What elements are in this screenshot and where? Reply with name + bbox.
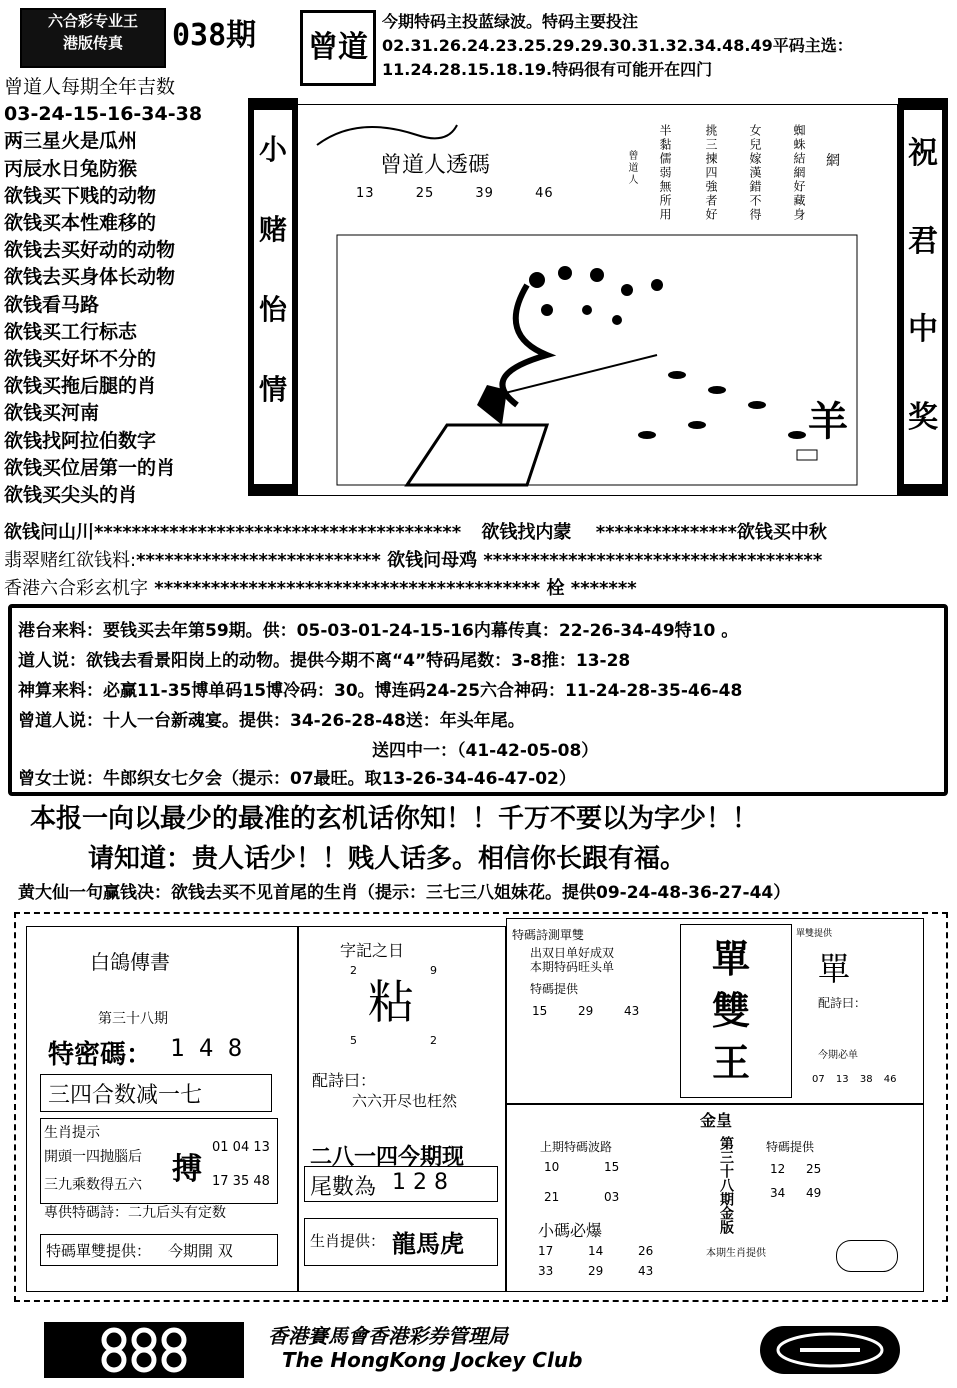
right-poem-label: 配詩曰： (818, 996, 867, 1010)
panel-c-line: 本期特码旺头单 (530, 960, 615, 974)
scroll-char: 情 (258, 373, 287, 406)
logo: 曾道 (300, 10, 376, 86)
panel-d-num: 21 (544, 1190, 560, 1204)
clue-line-3 (4, 574, 637, 600)
top-note: 今期特码主投蓝绿波。特码主要投注02.31.26.24.23.25.29.29.30.31.32.34.48.49平码主选：11.24.28.15.18.19.特码很有可能开在四门 (382, 12, 853, 79)
panel-d-num: 43 (638, 1264, 654, 1278)
panel-d-num: 17 (538, 1244, 554, 1258)
danshuang-value: 今期開 双 (168, 1242, 233, 1260)
scroll-char: 奖 (908, 400, 938, 435)
panel-d-ltitle: 上期特碼波路 (540, 1140, 613, 1154)
stars: ******* (570, 578, 637, 599)
badge-line2: 港版传真 (62, 34, 123, 52)
panel-d-num: 03 (604, 1190, 620, 1204)
info-row: 港台来料：要钱买去年第59期。供：05-03-01-24-15-16内幕传真：22-26-34-49特10 。 (18, 621, 739, 641)
jockey-club-logo (760, 1326, 900, 1374)
list-item: 欲钱去买身体长动物 (4, 266, 176, 289)
list-item: 欲钱找阿拉伯数字 (4, 429, 157, 452)
big-char: 王 (712, 1040, 751, 1085)
stars: ************************************ (483, 550, 823, 571)
scroll-char: 赌 (258, 213, 287, 246)
clue-text: 栓 (546, 578, 565, 599)
poem-author: 曾道人 (626, 150, 637, 186)
panel-c-line: 出双日单好成双 (530, 946, 615, 960)
panel-d-num: 12 (770, 1162, 786, 1176)
big-char: 雙 (712, 988, 751, 1033)
list-item: 丙辰水日兔防猴 (4, 157, 138, 180)
left-column (4, 74, 244, 509)
panel-c-line: 特碼提供 (530, 982, 579, 996)
panel-b-num: 9 (430, 964, 437, 977)
panel-b-num: 5 (350, 1034, 357, 1047)
right-num: 13 (835, 1074, 849, 1085)
panel-d-mid: 第三十八期金版 (718, 1136, 734, 1234)
shengxiao-label: 生肖提供： (310, 1232, 386, 1250)
list-item: 03-24-15-16-34-38 (4, 103, 203, 126)
poem-label: 配詩曰： (312, 1071, 377, 1090)
slogan-2: 请知道：贵人话少！！贱人话多。相信你长跟有福。 (88, 844, 687, 874)
lottery-logo-left (44, 1322, 244, 1378)
list-item: 两三星火是瓜州 (4, 130, 138, 153)
panel-b-line1: 二八一四今期现 (310, 1144, 465, 1170)
list-item: 欲钱买本性难移的 (4, 212, 157, 235)
list-item: 欲钱看马路 (4, 293, 100, 316)
animal-char: 羊 (808, 399, 848, 445)
danshuang-label: 特碼單雙提供： (46, 1242, 152, 1260)
poem-column: 挑三揀四強者好 (704, 124, 718, 222)
scroll-char: 小 (258, 133, 287, 166)
pic-number: 13 (356, 186, 375, 201)
panel-b-title: 字記之日 (340, 941, 405, 960)
seal-icon (836, 1240, 898, 1272)
panel-a-line2: 三四合数减一七 (48, 1083, 203, 1108)
header-badge (20, 8, 166, 68)
panel-c-num: 43 (624, 1004, 640, 1018)
info-row: 神算来料：必赢11-35博单码15博冷码：30。博连码24-25六合神码：11-24-28-35-46-48 (18, 681, 743, 701)
panel-d-num: 25 (806, 1162, 822, 1176)
list-item: 欲钱买位居第一的肖 (4, 456, 176, 479)
nums-line: 17 35 48 (212, 1174, 270, 1189)
picture-title: 曾道人透碼 (380, 153, 491, 178)
list-item: 欲钱去买好动的动物 (4, 239, 176, 262)
panel-d-num: 29 (588, 1264, 604, 1278)
footer-cn: 香港賽馬會香港彩券管理局 (268, 1324, 508, 1348)
right-poem: 今期必单 (818, 1050, 858, 1061)
info-row: 道人说：欲钱去看景阳岗上的动物。提供今期不离“4”特码尾数：3-8推：13-28 (18, 651, 631, 671)
tema-label: 特密碼： (48, 1040, 153, 1070)
panel-d-small-title: 小碼必爆 (538, 1221, 603, 1240)
list-item: 欲钱买下贱的动物 (4, 184, 157, 207)
right-nums (812, 1074, 897, 1085)
stars: ************************** (136, 550, 381, 571)
panel-d-num: 49 (806, 1186, 822, 1200)
poem-line: 專供特碼詩：二九后头有定数 (44, 1205, 226, 1221)
big-char: 單 (712, 936, 751, 981)
panel-d-num: 33 (538, 1264, 554, 1278)
list-item: 欲钱买工行标志 (4, 320, 138, 343)
scroll-char: 祝 (908, 136, 938, 171)
panel-d-num: 15 (604, 1160, 620, 1174)
right-num: 38 (859, 1074, 873, 1085)
panel-b-num: 2 (350, 964, 357, 977)
right-char: 單 (818, 950, 851, 988)
right-num: 07 (812, 1074, 825, 1085)
info-row: 曾女士说：牛郎织女七夕会（提示：07最旺。取13-26-34-46-47-02） (18, 769, 576, 789)
clue-text: 欲钱找内蒙 (481, 522, 572, 543)
panel-d-rtitle: 特碼提供 (766, 1140, 815, 1154)
badge-line1: 六合彩专业王 (47, 12, 138, 30)
bo-char: 搏 (172, 1152, 202, 1187)
clue-text: 翡翠赌红欲钱料: (4, 550, 137, 571)
right-num: 46 (883, 1074, 897, 1085)
scroll-char: 怡 (258, 293, 287, 326)
list-item: 欲钱买拖后腿的肖 (4, 375, 157, 398)
tail-value: 1 2 8 (392, 1170, 448, 1195)
pic-number: 25 (415, 186, 435, 201)
panel-d-num: 26 (638, 1244, 654, 1258)
stars: *************************************** (94, 522, 462, 543)
clue-text: 欲钱问山川 (4, 522, 94, 543)
stars: ***************************************** (154, 578, 541, 599)
poem-column: 半黏儒弱無所用 (658, 124, 672, 222)
tema-value: 1 4 8 (170, 1034, 243, 1062)
scroll-left (248, 98, 298, 496)
poem-column: 蜘蛛結網好藏身 (792, 124, 806, 222)
list-item: 曾道人每期全年吉数 (4, 76, 176, 98)
pic-number: 46 (535, 186, 554, 201)
panel-d-shengxiao: 本期生肖提供 (706, 1248, 766, 1259)
shengxiao-value: 龍馬虎 (392, 1229, 464, 1258)
huang-daxian: 黄大仙一句赢钱决：欲钱去买不见首尾的生肖（提示：三七三八姐妹花。提供09-24-48-36-27-44） (18, 883, 791, 903)
clue-text: 欲钱问母鸡 (387, 550, 478, 571)
list-item: 欲钱买河南 (4, 402, 100, 425)
clue-line-1 (4, 518, 827, 544)
panel-d-title: 金皇 (700, 1111, 733, 1130)
panel-d-num: 34 (770, 1186, 786, 1200)
footer-en: The HongKong Jockey Club (282, 1348, 583, 1372)
info-row: 曾道人说：十人一台新魂宴。提供：34-26-28-48送：年头年尾。 (18, 711, 525, 731)
list-item: 欲钱买尖头的肖 (4, 484, 138, 507)
tail-label: 尾數為 (310, 1175, 377, 1200)
panel-c-num: 15 (532, 1004, 548, 1018)
issue-number: 038期 (172, 18, 257, 53)
slogan-1: 本报一向以最少的最准的玄机话你知！！千万不要以为字少！！ (30, 804, 759, 834)
flower-logo-icon (44, 1322, 244, 1378)
panel-d-num: 14 (588, 1244, 604, 1258)
panel-b-num: 2 (430, 1034, 437, 1047)
picture-numbers (356, 186, 590, 201)
panel-a-title: 白鴿傳書 (90, 950, 170, 974)
poem-line: 生肖提示 (44, 1125, 100, 1141)
clue-line-2 (4, 546, 822, 572)
clue-text: 欲钱买中秋 (736, 522, 827, 543)
poem-column: 女兒嫁漢錯不得 (748, 124, 762, 222)
stars: *************** (595, 522, 737, 543)
jockey-club-icon (760, 1326, 900, 1374)
net-label: 網 (826, 153, 840, 169)
panel-c-num: 29 (578, 1004, 594, 1018)
scroll-char: 君 (908, 224, 938, 259)
right-title: 單雙提供 (796, 929, 833, 939)
list-item: 欲钱买好坏不分的 (4, 348, 157, 371)
nums-line: 01 04 13 (212, 1140, 270, 1155)
poem-text: 六六开尽也枉然 (352, 1092, 458, 1110)
clue-text: 香港六合彩玄机字 (4, 578, 148, 599)
scroll-right (898, 98, 948, 496)
pic-number: 39 (475, 186, 494, 201)
panel-b-char: 粘 (368, 975, 414, 1029)
scroll-char: 中 (908, 312, 938, 347)
info-row: 送四中一：（41-42-05-08） (372, 741, 599, 761)
panel-d-num: 10 (544, 1160, 560, 1174)
panel-a-issue: 第三十八期 (98, 1011, 168, 1027)
poem-line: 三九乘数得五六 (44, 1177, 142, 1193)
poem-line: 開頭一四抛腦后 (44, 1149, 142, 1165)
panel-c-title: 特碼詩測單雙 (512, 928, 585, 942)
